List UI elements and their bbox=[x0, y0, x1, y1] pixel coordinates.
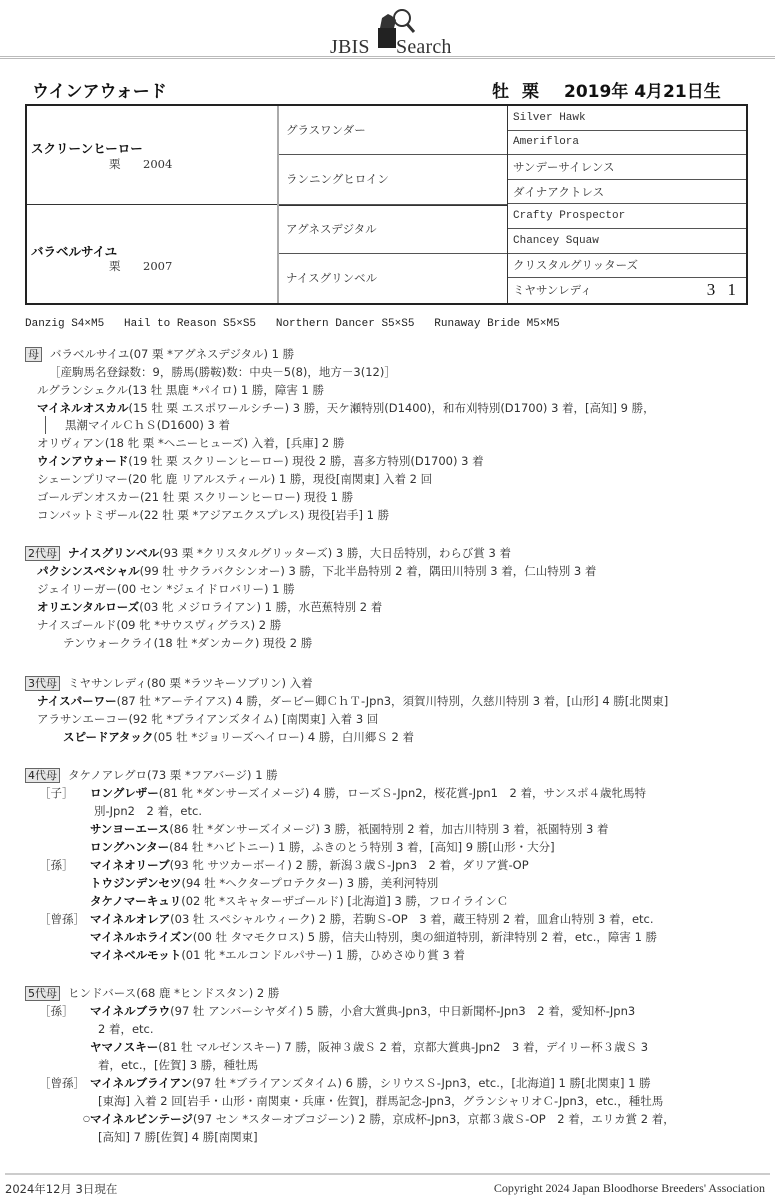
horse-name: ウインアウォード bbox=[32, 82, 167, 102]
pedigree-sire-cell bbox=[27, 106, 277, 205]
pedigree-gen2-cell[interactable]: ランニングヒロイン bbox=[279, 155, 507, 204]
horse-birthdate: 2019年 4月21日生 bbox=[564, 82, 721, 102]
offspring-name[interactable]: ウインアウォード bbox=[37, 454, 129, 468]
offspring-detail: (19 牡 栗 スクリーンヒーロー) 現役 2 勝，喜多方特別(D1700) 3 着 bbox=[128, 454, 484, 468]
horse-color: 栗 bbox=[522, 82, 539, 102]
sire-name[interactable]: スクリーンヒーロー bbox=[31, 141, 143, 156]
fifth-dam-label-badge: 5代母 bbox=[25, 986, 60, 1001]
list-item-grandchild bbox=[63, 729, 414, 745]
second-dam-header bbox=[25, 545, 511, 561]
list-item bbox=[90, 1003, 635, 1019]
list-item bbox=[37, 382, 324, 398]
offspring-name[interactable]: ジェイリーガー bbox=[37, 582, 118, 596]
pedigree-gen3-cell[interactable]: Silver Hawk bbox=[508, 106, 746, 131]
pedigree-gen3-cell[interactable]: Ameriflora bbox=[508, 131, 746, 156]
pedigree-gen2-cell[interactable]: グラスワンダー bbox=[279, 106, 507, 155]
second-dam-label-badge: 2代母 bbox=[25, 546, 60, 561]
list-item-continued: 黒潮マイルＣｈＳ(D1600) 3 着 bbox=[65, 418, 230, 432]
sire-color: 栗 bbox=[109, 157, 121, 171]
dam-section-header bbox=[25, 346, 294, 362]
logo-text-jbis: JBIS bbox=[330, 36, 370, 58]
pedigree-gen3-cell[interactable]: サンデーサイレンス bbox=[508, 155, 746, 180]
offspring-detail: (00 セン *ジェイドロバリー) 1 勝 bbox=[117, 582, 295, 596]
pedigree-gen3-cell[interactable]: Chancey Squaw bbox=[508, 229, 746, 254]
offspring-name[interactable]: マイネルホライズン bbox=[90, 930, 193, 944]
list-item bbox=[83, 1111, 675, 1127]
offspring-detail: (93 牝 サツカーボーイ) 2 勝，新潟３歳Ｓ-Jpn3 2 着，ダリア賞-OP bbox=[169, 858, 529, 872]
offspring-detail: (15 牡 栗 エスポワールシチー) 3 勝，天ケ瀬特別(D1400)，和布刈特別(D1700) 3 着，[高知] 9 勝， bbox=[128, 401, 655, 415]
fourth-dam-name[interactable]: タケノアレグロ bbox=[68, 768, 148, 782]
sire-info bbox=[109, 156, 172, 172]
pedigree-parents-column bbox=[27, 106, 277, 303]
role-label-grandchild: ［孫］ bbox=[39, 1004, 74, 1018]
offspring-name[interactable]: アラサンエーコー bbox=[37, 712, 129, 726]
list-item bbox=[37, 581, 295, 597]
third-dam-label-badge: 3代母 bbox=[25, 676, 60, 691]
pedigree-gen3-cell[interactable]: Crafty Prospector bbox=[508, 204, 746, 229]
list-item-continued: [東海] 入着 2 回[岩手・山形・南関東・兵庫・佐賀]，群馬記念-Jpn3，グランシャリオＣ-Jpn3，etc.，種牡馬 bbox=[98, 1094, 664, 1108]
sire-year: 2004 bbox=[143, 157, 173, 171]
list-item bbox=[90, 839, 555, 855]
third-dam-name[interactable]: ミヤサンレディ bbox=[68, 676, 147, 690]
list-item bbox=[37, 400, 655, 416]
logo-text-search: Search bbox=[396, 36, 452, 58]
list-item bbox=[90, 821, 609, 837]
offspring-detail: (18 牝 栗 *ヘニーヒューズ) 入着，[兵庫] 2 勝 bbox=[104, 436, 345, 450]
offspring-name[interactable]: マイネルビンテージ bbox=[89, 1112, 193, 1126]
offspring-detail: (99 牡 サクラバクシンオー) 3 勝，下北半島特別 2 着，隅田川特別 3 着，仁山特別 3 着 bbox=[139, 564, 597, 578]
pedigree-gen2-cell[interactable]: アグネスデジタル bbox=[279, 205, 507, 254]
offspring-detail: (02 牝 *スキャターザゴールド) [北海道] 3 勝，フロイラインＣ bbox=[181, 894, 509, 908]
offspring-detail: (81 牡 マルゼンスキー) 7 勝，阪神３歳Ｓ 2 着，京都大賞典-Jpn2 3 着，デイリー杯３歳Ｓ 3 bbox=[158, 1040, 649, 1054]
pedigree-dam-cell bbox=[27, 205, 277, 304]
offspring-detail: (92 牝 *ブライアンズタイム) [南関東] 入着 3 回 bbox=[128, 712, 379, 726]
dam-year: 2007 bbox=[143, 258, 173, 273]
offspring-detail: (03 牝 メジロライアン) 1 勝，水芭蕉特別 2 着 bbox=[139, 600, 383, 614]
offspring-detail: (05 牡 *ジョリーズヘイロー) 4 勝，白川郷Ｓ 2 着 bbox=[153, 730, 415, 744]
pedigree-gen3-cell[interactable]: クリスタルグリッターズ bbox=[508, 254, 746, 279]
offspring-detail: (97 セン *スターオブコジーン) 2 勝，京成杯-Jpn3，京都３歳Ｓ-OP 2 着，エリカ賞 2 着， bbox=[192, 1112, 675, 1126]
offspring-detail: (18 牡 *ダンカーク) 現役 2 勝 bbox=[153, 636, 313, 650]
offspring-name[interactable]: マイネルオスカル bbox=[37, 401, 129, 415]
list-item bbox=[37, 693, 668, 709]
list-item bbox=[37, 435, 344, 451]
list-item bbox=[37, 563, 596, 579]
role-label-great-grandchild: ［曾孫］ bbox=[39, 1076, 85, 1090]
offspring-detail: (13 牡 黒鹿 *パイロ) 1 勝，障害 1 勝 bbox=[127, 383, 324, 397]
offspring-name[interactable]: ヤマノスキー bbox=[90, 1040, 159, 1054]
dam-progeny-stats: ［産駒馬名登録数：9，勝馬(勝鞍)数：中央－5(8)，地方－3(12)］ bbox=[49, 365, 396, 379]
jbis-search-logo[interactable] bbox=[330, 6, 470, 58]
footer-divider bbox=[5, 1173, 770, 1175]
offspring-detail: (81 牝 *ダンサーズイメージ) 4 勝，ローズＳ-Jpn2，桜花賞-Jpn1 2 着，サンスポ４歳牝馬特 bbox=[158, 786, 647, 800]
list-item-continued: 別-Jpn2 2 着，etc. bbox=[94, 804, 202, 818]
second-dam-detail: (93 栗 *クリスタルグリッターズ) 3 勝，大日岳特別，わらび賞 3 着 bbox=[159, 546, 512, 560]
offspring-detail: (22 牡 栗 *アジアエクスプレス) 現役[岩手] 1 勝 bbox=[139, 508, 390, 522]
list-item bbox=[90, 857, 529, 873]
list-item bbox=[37, 711, 378, 727]
fifth-dam-name[interactable]: ヒンドバース bbox=[68, 986, 137, 1000]
marker-circle-icon: ○ bbox=[83, 1114, 90, 1123]
header-divider bbox=[0, 56, 775, 59]
offspring-name[interactable]: ゴールデンオスカー bbox=[37, 490, 140, 504]
third-dam-header bbox=[25, 675, 313, 691]
dam-color: 栗 bbox=[109, 258, 121, 273]
copyright: Copyright 2024 Japan Bloodhorse Breeders' Association bbox=[493, 1181, 765, 1195]
third-dam-detail: (80 栗 *ラツキーソブリン) 入着 bbox=[146, 676, 313, 690]
offspring-name[interactable]: ロングレザー bbox=[90, 786, 159, 800]
offspring-name[interactable]: スピードアタック bbox=[63, 730, 154, 744]
offspring-name[interactable]: マイネベルモット bbox=[90, 948, 182, 962]
list-item bbox=[37, 453, 484, 469]
fourth-dam-header bbox=[25, 767, 278, 783]
fifth-dam-detail: (68 鹿 *ヒンドスタン) 2 勝 bbox=[136, 986, 280, 1000]
offspring-name[interactable]: サンヨーエース bbox=[90, 822, 170, 836]
list-item bbox=[37, 599, 382, 615]
pedigree-great-grandparents-column bbox=[507, 106, 746, 303]
offspring-name[interactable]: パクシンスペシャル bbox=[37, 564, 140, 578]
list-item bbox=[37, 617, 281, 633]
dam-head-detail: (07 栗 *アグネスデジタル) 1 勝 bbox=[129, 347, 295, 361]
list-item-continued: [高知] 7 勝[佐賀] 4 勝[南関東] bbox=[98, 1130, 258, 1144]
list-item-grandchild bbox=[63, 635, 312, 651]
offspring-name[interactable]: トウジンデンセツ bbox=[90, 876, 182, 890]
pedigree-gen2-cell[interactable]: ナイスグリンベル bbox=[286, 271, 378, 286]
offspring-name[interactable]: シェーンプリマー bbox=[37, 472, 128, 486]
pedigree-gen3-cell[interactable]: ダイナアクトレス bbox=[508, 180, 746, 205]
offspring-detail: (20 牝 鹿 リアルスティール) 1 勝，現役[南関東] 入着 2 回 bbox=[127, 472, 433, 486]
dam-head-name[interactable]: バラベルサイユ bbox=[50, 347, 130, 361]
offspring-name[interactable]: ナイスゴールド bbox=[37, 618, 117, 632]
pedigree-table bbox=[25, 104, 748, 305]
offspring-name[interactable]: テンウォークライ bbox=[63, 636, 154, 650]
list-item bbox=[37, 507, 389, 523]
offspring-name[interactable]: オリエンタルローズ bbox=[37, 600, 140, 614]
list-item bbox=[90, 929, 657, 945]
pedigree-gen3-cell bbox=[508, 278, 746, 303]
offspring-detail: (87 牡 *アーテイアス) 4 勝，ダービー卿ＣｈＴ-Jpn3，須賀川特別，久慈川特別 3 着，[山形] 4 勝[北関東] bbox=[116, 694, 669, 708]
pedigree-gen3-name[interactable]: ミヤサンレディ bbox=[513, 283, 592, 298]
offspring-name[interactable]: ルグランシェクル bbox=[37, 383, 128, 397]
offspring-detail: (03 牡 スペシャルウィーク) 2 勝，若駒Ｓ-OP 3 着，蔵王特別 2 着，皿倉山特別 3 着，etc. bbox=[170, 912, 654, 926]
pedigree-grandparents-column bbox=[277, 106, 507, 303]
list-item bbox=[90, 893, 508, 909]
offspring-name[interactable]: マイネルオレア bbox=[90, 912, 171, 926]
horse-title-row bbox=[30, 77, 735, 101]
list-item bbox=[90, 785, 646, 801]
list-item bbox=[37, 471, 432, 487]
fifth-dam-header bbox=[25, 985, 279, 1001]
offspring-detail: (86 牡 *ダンサーズイメージ) 3 勝，祇園特別 2 着，加古川特別 3 着，祇園特別 3 着 bbox=[169, 822, 609, 836]
offspring-name[interactable]: マイネオリーブ bbox=[90, 858, 170, 872]
list-item bbox=[37, 489, 353, 505]
second-dam-name[interactable]: ナイスグリンベル bbox=[68, 546, 160, 560]
horse-sex: 牡 bbox=[492, 82, 509, 102]
inbreeding-crosses: Danzig S4×M5 Hail to Reason S5×S5 Northern Dancer S5×S5 Runaway Bride M5×M5 bbox=[25, 318, 560, 330]
offspring-name[interactable]: オリヴィアン bbox=[37, 436, 105, 450]
offspring-detail: (00 牡 タマモクロス) 5 勝，信夫山特別，奥の細道特別，新津特別 2 着，etc.，障害 1 勝 bbox=[192, 930, 658, 944]
offspring-detail: (97 牡 アンバーシヤダイ) 5 勝，小倉大賞典-Jpn3，中日新聞杯-Jpn3 2 着，愛知杯-Jpn3 bbox=[170, 1004, 636, 1018]
list-item bbox=[90, 1039, 648, 1055]
offspring-detail: (09 牝 *サウスヴィグラス) 2 勝 bbox=[116, 618, 282, 632]
offspring-detail: (94 牡 *ヘクタープロテクター) 3 勝，美利河特別 bbox=[181, 876, 439, 890]
role-label-grandchild: ［孫］ bbox=[39, 858, 74, 872]
offspring-name[interactable]: ロングハンター bbox=[90, 840, 170, 854]
offspring-detail: (84 牡 *ハビトニー) 1 勝，ふきのとう特別 3 着，[高知] 9 勝[山形・大分] bbox=[169, 840, 555, 854]
as-of-date: 2024年12月 3日現在 bbox=[5, 1182, 118, 1196]
list-item bbox=[90, 1075, 651, 1091]
offspring-name[interactable]: タケノマーキュリ bbox=[90, 894, 182, 908]
role-label-great-grandchild: ［曾孫］ bbox=[39, 912, 85, 926]
list-item-continued: 着，etc.，[佐賀] 3 勝，種牡馬 bbox=[98, 1058, 259, 1072]
continuation-bar bbox=[45, 416, 46, 434]
inbreeding-count: 3 1 bbox=[706, 280, 740, 300]
dam-name[interactable]: バラベルサイユ bbox=[31, 243, 118, 259]
offspring-name[interactable]: ナイスパーワー bbox=[37, 694, 117, 708]
fourth-dam-detail: (73 栗 *フアバージ) 1 勝 bbox=[147, 768, 278, 782]
offspring-name[interactable]: マイネルブライアン bbox=[90, 1076, 193, 1090]
list-item bbox=[90, 947, 465, 963]
dam-info bbox=[109, 258, 172, 274]
offspring-detail: (01 牝 *エルコンドルパサー) 1 勝，ひめさゆり賞 3 着 bbox=[181, 948, 465, 962]
role-label-child: ［子］ bbox=[39, 786, 74, 800]
dam-label-badge: 母 bbox=[25, 347, 42, 362]
fourth-dam-label-badge: 4代母 bbox=[25, 768, 60, 783]
offspring-name[interactable]: コンバットミザール bbox=[37, 508, 140, 522]
offspring-detail: (97 牡 *ブライアンズタイム) 6 勝，シリウスＳ-Jpn3，etc.，[北海道] 1 勝[北関東] 1 勝 bbox=[192, 1076, 651, 1090]
list-item bbox=[90, 875, 438, 891]
list-item bbox=[90, 911, 654, 927]
offspring-name[interactable]: マイネルブラウ bbox=[90, 1004, 171, 1018]
offspring-detail: (21 牡 栗 スクリーンヒーロー) 現役 1 勝 bbox=[139, 490, 354, 504]
list-item-continued: 2 着，etc. bbox=[98, 1022, 154, 1036]
